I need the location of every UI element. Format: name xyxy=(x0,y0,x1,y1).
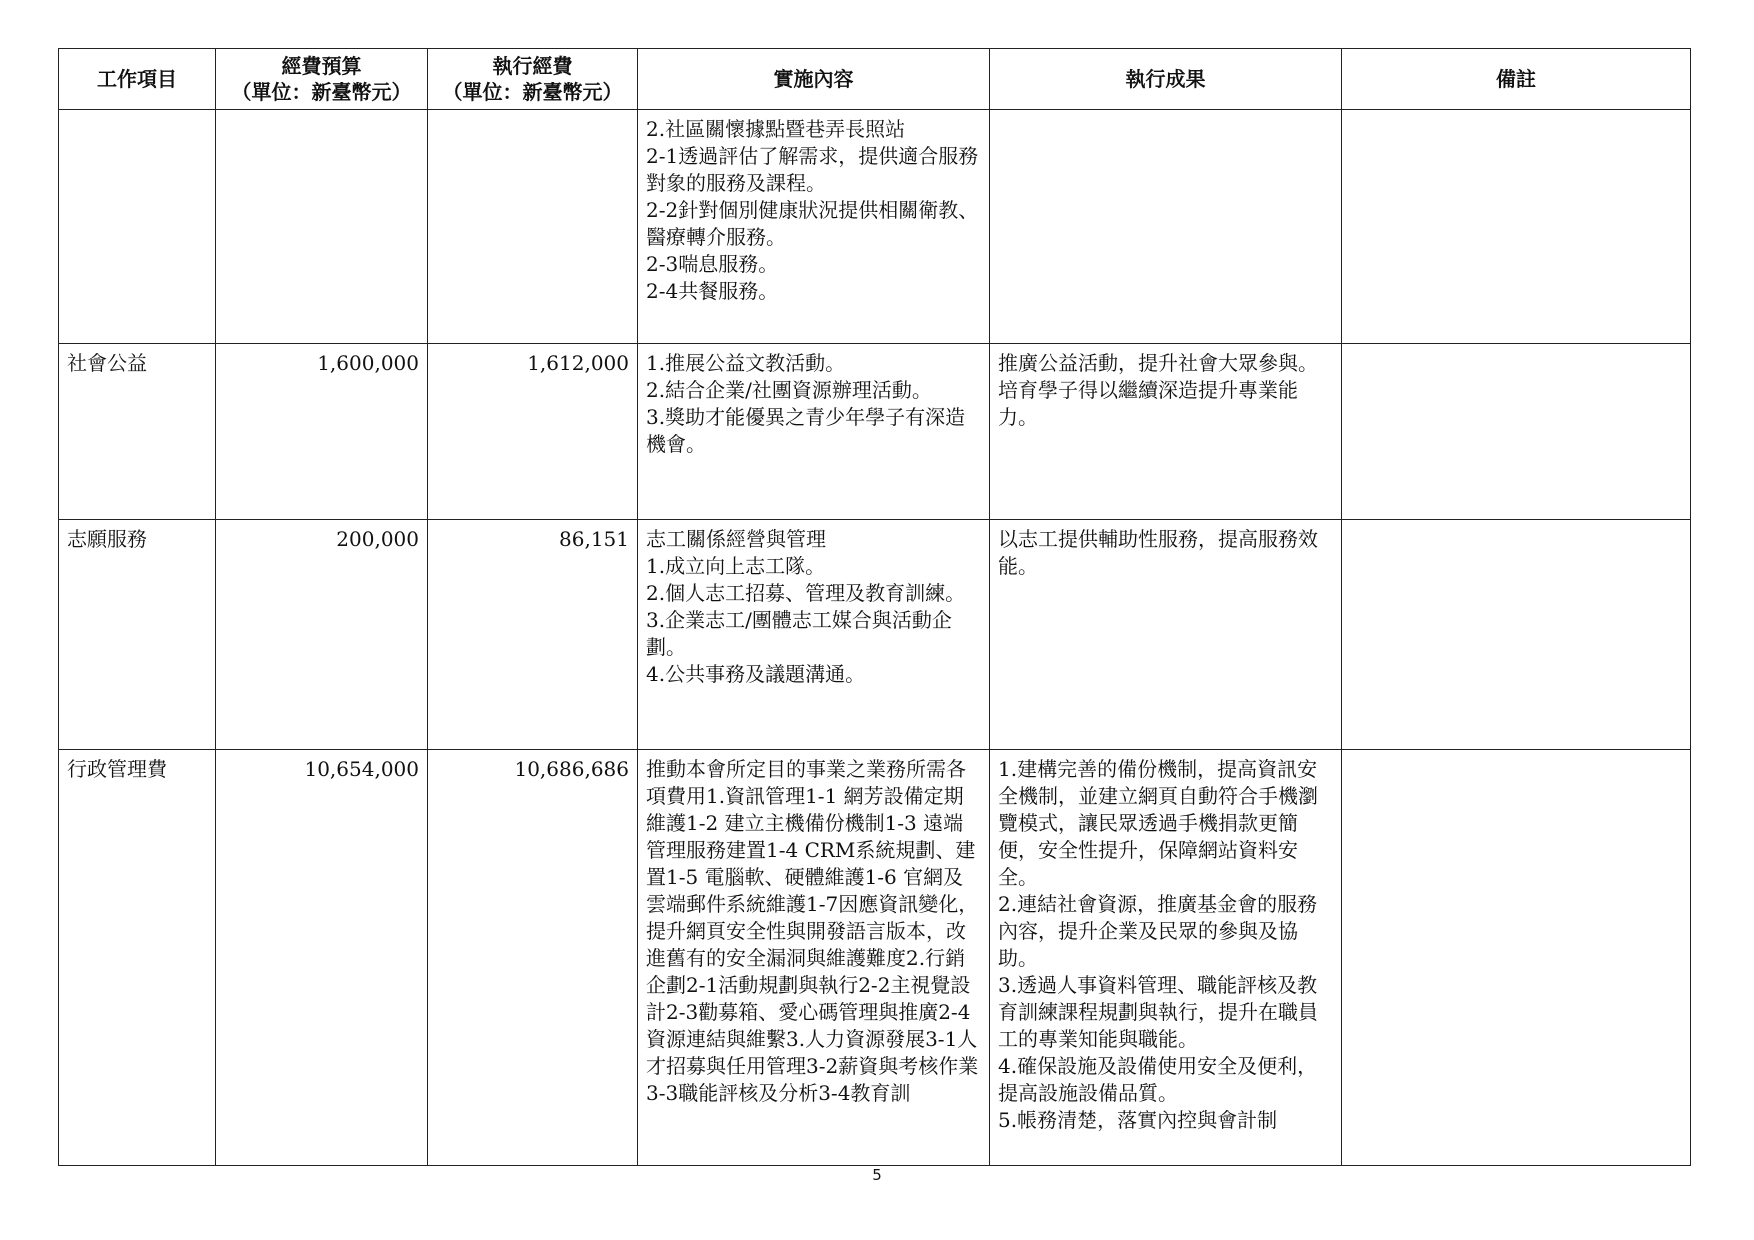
row-result: 1.建構完善的備份機制，提高資訊安全機制，並建立網頁自動符合手機瀏覽模式，讓民眾透過手機捐款更簡便，安全性提升，保障網站資料安全。 2.連結社會資源，推廣基金會的服務內容，提升企業及民眾的參與及協助。 3.透過人事資料管理、職能評核及教育訓練課程規劃與執行，提升在職員工的專業知能與職能。 4.確保設施及設備使用安全及便利，提高設施設備品質。 5.帳務清楚，落實內控與會計制 xyxy=(990,750,1342,1166)
row-remark xyxy=(1342,344,1691,520)
row-spent xyxy=(428,110,638,344)
row-content: 1.推展公益文教活動。 2.結合企業/社團資源辦理活動。 3.獎助才能優異之青少年學子有深造機會。 xyxy=(638,344,990,520)
row-budget: 10,654,000 xyxy=(216,750,428,1166)
work-items-table xyxy=(58,48,1691,1166)
row-result: 推廣公益活動，提升社會大眾參與。培育學子得以繼續深造提升專業能力。 xyxy=(990,344,1342,520)
header-content: 實施內容 xyxy=(638,49,990,110)
row-budget: 1,600,000 xyxy=(216,344,428,520)
header-work-item: 工作項目 xyxy=(59,49,216,110)
table-row xyxy=(59,344,1691,520)
row-content: 2.社區關懷據點暨巷弄長照站 2-1透過評估了解需求，提供適合服務對象的服務及課程。 2-2針對個別健康狀況提供相關衛教、醫療轉介服務。 2-3喘息服務。 2-4共餐服務。 xyxy=(638,110,990,344)
row-budget: 200,000 xyxy=(216,520,428,750)
row-item: 志願服務 xyxy=(59,520,216,750)
table-row xyxy=(59,750,1691,1166)
table-row xyxy=(59,110,1691,344)
row-spent: 86,151 xyxy=(428,520,638,750)
header-row xyxy=(59,49,1691,110)
row-spent: 1,612,000 xyxy=(428,344,638,520)
row-content: 推動本會所定目的事業之業務所需各項費用1.資訊管理1-1 網芳設備定期維護1-2 建立主機備份機制1-3 遠端管理服務建置1-4 CRM系統規劃、建置1-5 電腦軟、硬體維護1-6 官網及雲端郵件系統維護1-7因應資訊變化，提升網頁安全性與開發語言版本，改進舊有的安全漏洞與維護難度2.行銷企劃2-1活動規劃與執行2-2主視覺設計2-3勸募箱、愛心碼管理與推廣2-4資源連結與維繫3.人力資源發展3-1人才招募與任用管理3-2薪資與考核作業3-3職能評核及分析3-4教育訓 xyxy=(638,750,990,1166)
row-item: 社會公益 xyxy=(59,344,216,520)
row-spent: 10,686,686 xyxy=(428,750,638,1166)
row-remark xyxy=(1342,750,1691,1166)
row-content: 志工關係經營與管理 1.成立向上志工隊。 2.個人志工招募、管理及教育訓練。 3.企業志工/團體志工媒合與活動企劃。 4.公共事務及議題溝通。 xyxy=(638,520,990,750)
row-remark xyxy=(1342,110,1691,344)
header-budget: 經費預算 （單位：新臺幣元） xyxy=(216,49,428,110)
row-result xyxy=(990,110,1342,344)
page-number: 5 xyxy=(872,1166,882,1184)
table-row xyxy=(59,520,1691,750)
header-remark: 備註 xyxy=(1342,49,1691,110)
row-item xyxy=(59,110,216,344)
header-spent: 執行經費 （單位：新臺幣元） xyxy=(428,49,638,110)
row-item: 行政管理費 xyxy=(59,750,216,1166)
row-budget xyxy=(216,110,428,344)
row-remark xyxy=(1342,520,1691,750)
row-result: 以志工提供輔助性服務，提高服務效能。 xyxy=(990,520,1342,750)
header-result: 執行成果 xyxy=(990,49,1342,110)
